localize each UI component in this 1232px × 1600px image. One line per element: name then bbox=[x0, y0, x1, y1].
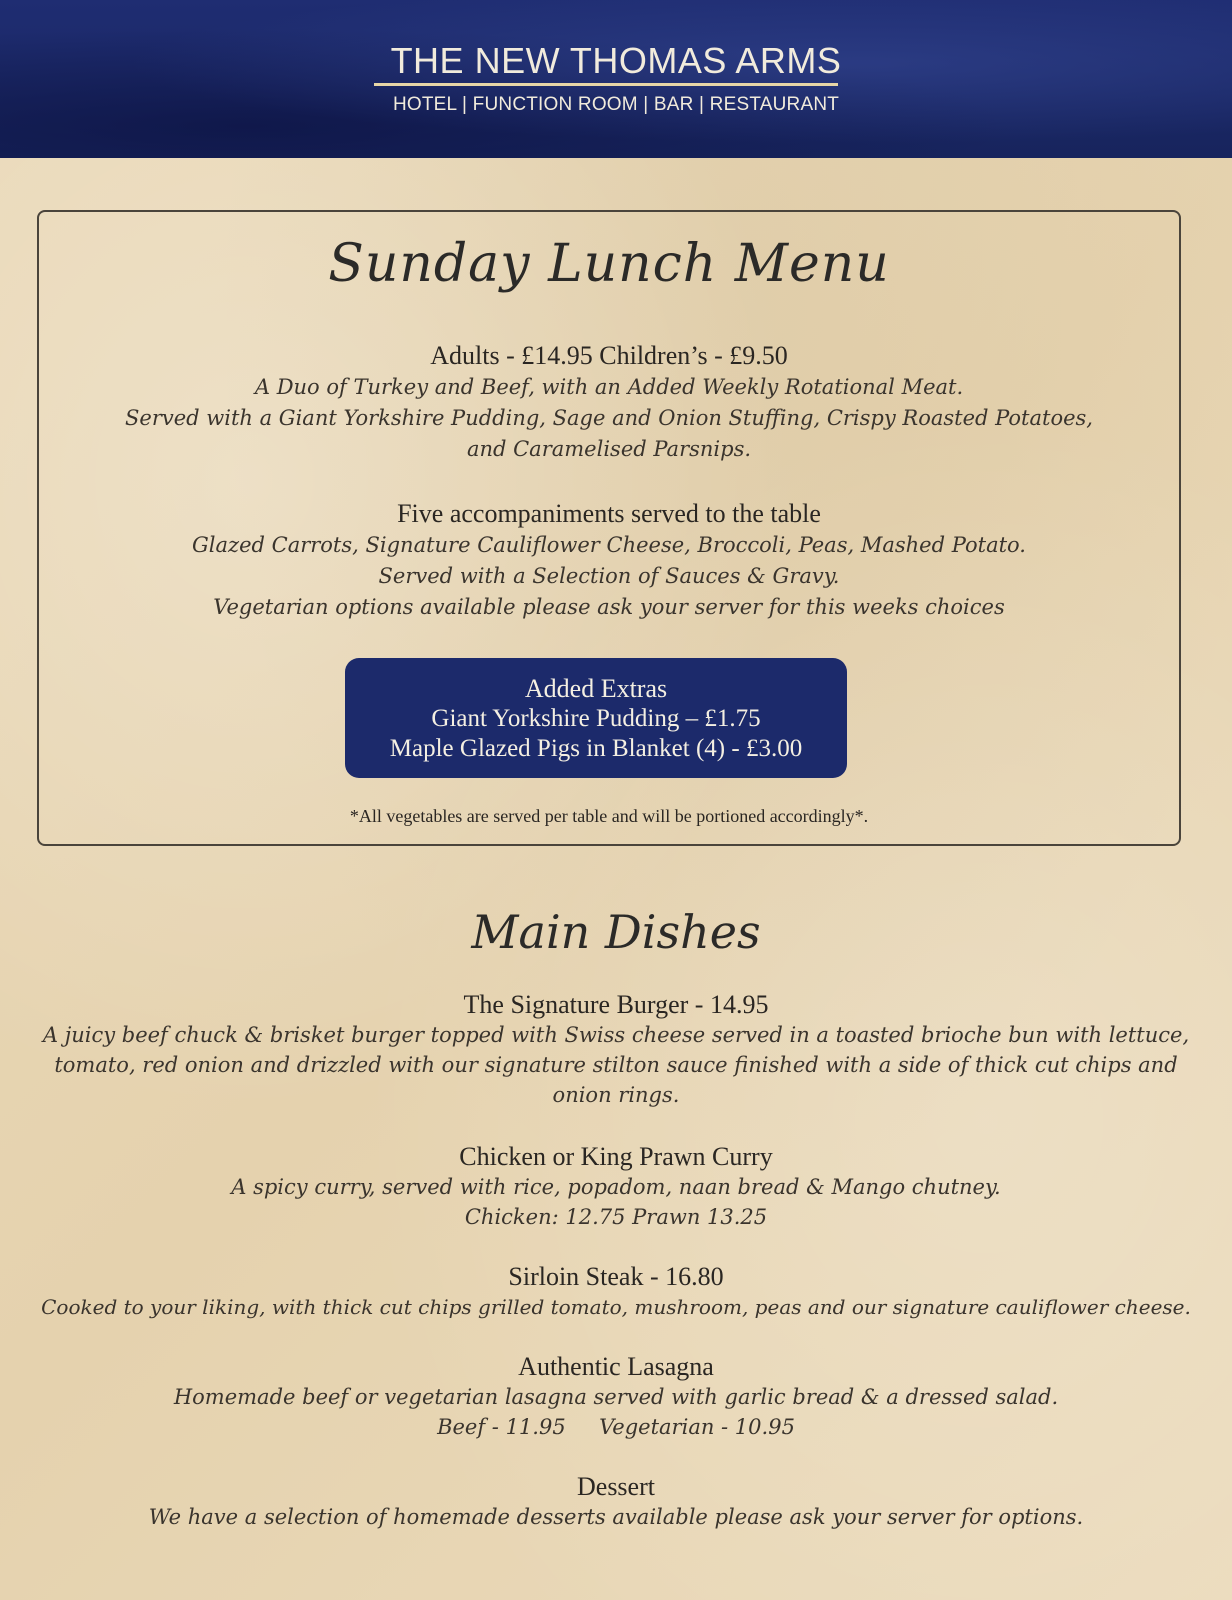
dish-name: Authentic Lasagna bbox=[518, 1352, 714, 1381]
dish-lasagna bbox=[0, 1352, 1232, 1442]
added-extras-box bbox=[345, 658, 847, 778]
dish-description-line: onion rings. bbox=[552, 1083, 680, 1107]
added-extra-item: Maple Glazed Pigs in Blanket (4) - £3.00 bbox=[389, 735, 803, 762]
accompaniments-line: Served with a Selection of Sauces & Gravy. bbox=[378, 564, 840, 588]
dish-signature-burger bbox=[0, 990, 1232, 1110]
restaurant-tagline: HOTEL | FUNCTION ROOM | BAR | RESTAURANT bbox=[392, 94, 840, 115]
restaurant-name: THE NEW THOMAS ARMS bbox=[390, 40, 842, 81]
accompaniments-line: Glazed Carrots, Signature Cauliflower Cheese, Broccoli, Peas, Mashed Potato. bbox=[192, 533, 1026, 557]
dish-description-line: tomato, red onion and drizzled with our signature stilton sauce finished with a side of thick cut chips and bbox=[54, 1053, 1178, 1077]
sunday-description-line: A Duo of Turkey and Beef, with an Added Weekly Rotational Meat. bbox=[254, 375, 964, 399]
sunday-lunch-panel bbox=[37, 210, 1181, 846]
accompaniments-block bbox=[39, 498, 1179, 623]
accompaniments-line: Vegetarian options available please ask your server for this weeks choices bbox=[213, 595, 1005, 619]
accompaniments-heading: Five accompaniments served to the table bbox=[397, 499, 821, 528]
sunday-description-line: Served with a Giant Yorkshire Pudding, Sage and Onion Stuffing, Crispy Roasted Potatoes, bbox=[125, 406, 1093, 430]
dish-description-line: A juicy beef chuck & brisket burger topped with Swiss cheese served in a toasted brioche bun with lettuce, bbox=[42, 1023, 1190, 1047]
sunday-pricing-block bbox=[39, 340, 1179, 465]
dish-description-line: Cooked to your liking, with thick cut chips grilled tomato, mushroom, peas and our signature cauliflower cheese. bbox=[41, 1295, 1191, 1319]
dish-curry bbox=[0, 1142, 1232, 1232]
dish-name: Dessert bbox=[577, 1472, 655, 1501]
header-banner bbox=[0, 0, 1232, 158]
dish-price-line: Beef - 11.95 Vegetarian - 10.95 bbox=[437, 1415, 795, 1439]
dish-description-line: We have a selection of homemade desserts available please ask your server for options. bbox=[148, 1505, 1084, 1529]
sunday-description-line: and Caramelised Parsnips. bbox=[466, 437, 752, 461]
dish-name: Chicken or King Prawn Curry bbox=[459, 1142, 773, 1171]
dish-description-line: A spicy curry, served with rice, popadom, naan bread & Mango chutney. bbox=[231, 1175, 1001, 1199]
main-dishes-title: Main Dishes bbox=[471, 905, 761, 959]
added-extras-title: Added Extras bbox=[524, 674, 668, 703]
added-extra-item: Giant Yorkshire Pudding – £1.75 bbox=[431, 705, 761, 732]
title-underline bbox=[374, 83, 838, 86]
dish-price-line: Chicken: 12.75 Prawn 13.25 bbox=[464, 1205, 768, 1229]
vegetables-footnote: *All vegetables are served per table and will be portioned accordingly*. bbox=[349, 806, 869, 826]
dish-sirloin-steak bbox=[0, 1262, 1232, 1322]
sunday-prices: Adults - £14.95 Children’s - £9.50 bbox=[430, 341, 788, 370]
dish-dessert bbox=[0, 1472, 1232, 1532]
sunday-lunch-title: Sunday Lunch Menu bbox=[328, 234, 890, 294]
dish-description-line: Homemade beef or vegetarian lasagna served with garlic bread & a dressed salad. bbox=[173, 1385, 1059, 1409]
dish-name: The Signature Burger - 14.95 bbox=[463, 990, 769, 1019]
dish-name: Sirloin Steak - 16.80 bbox=[508, 1262, 724, 1291]
